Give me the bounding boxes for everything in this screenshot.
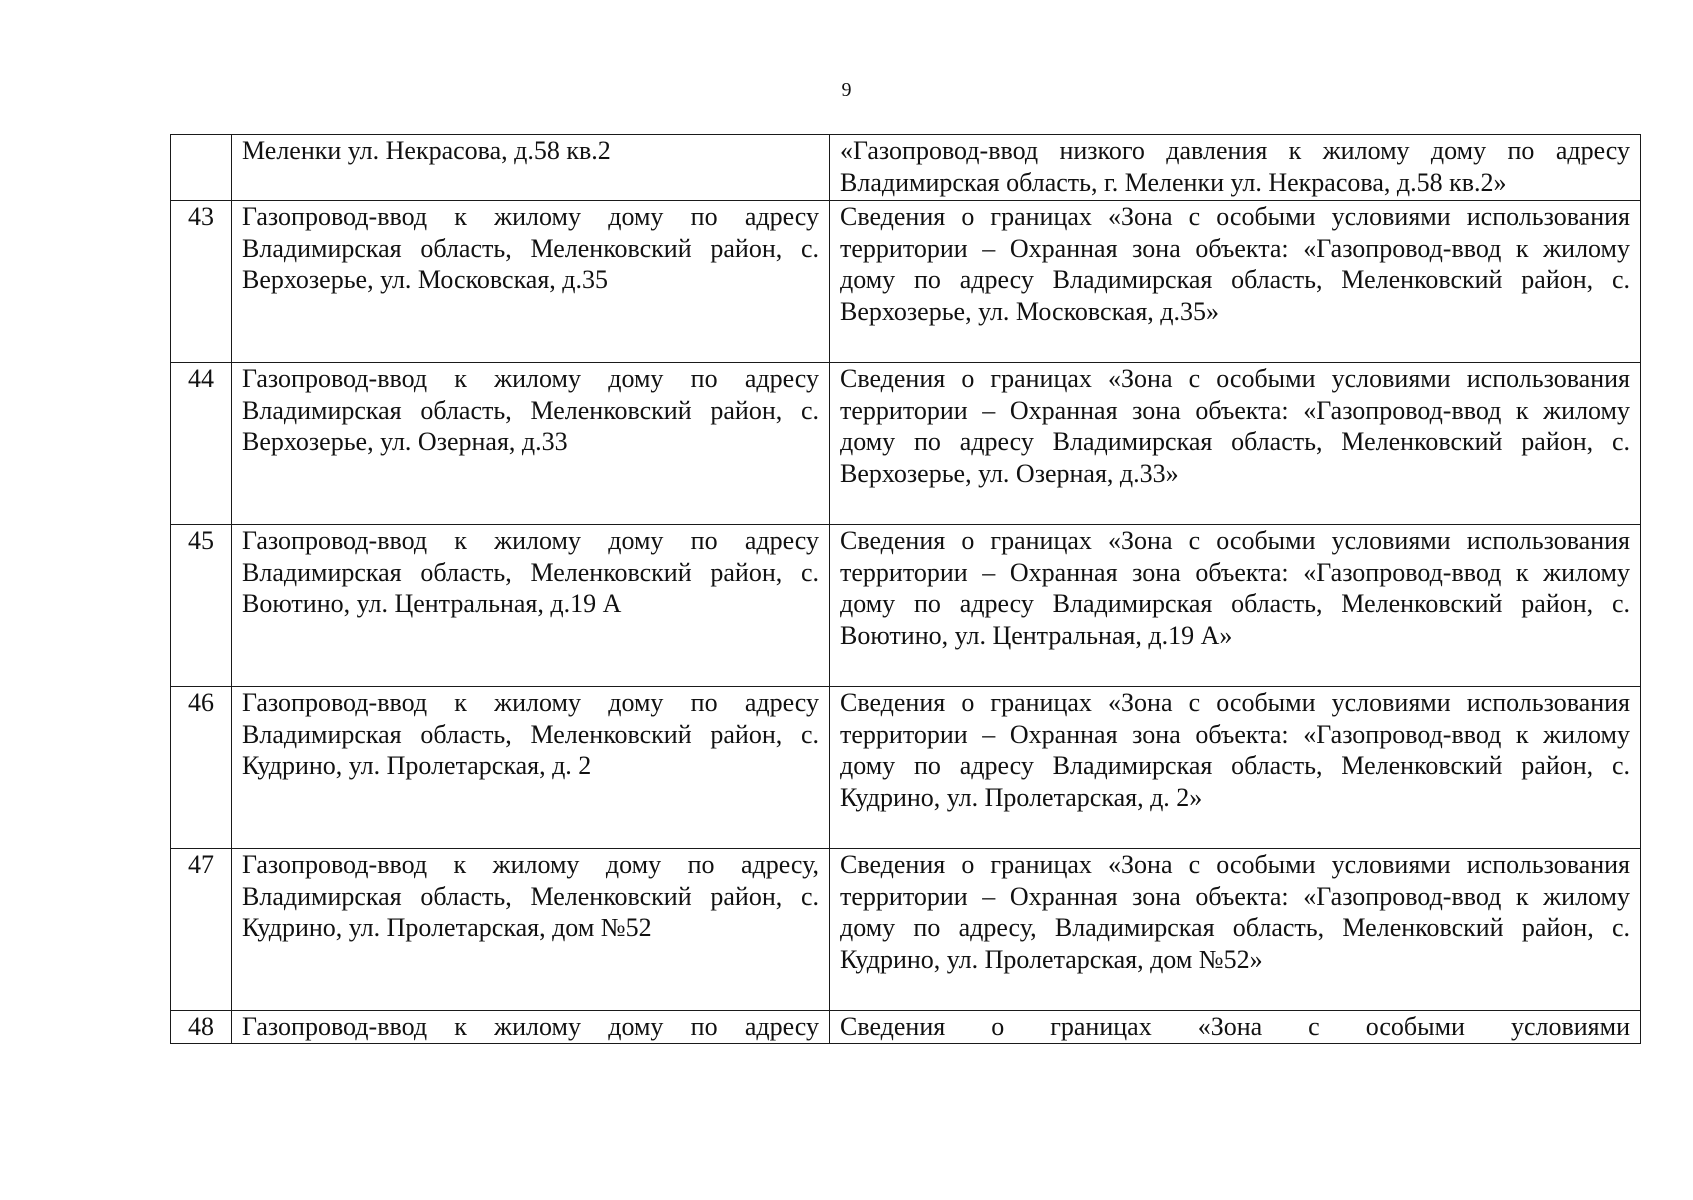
zone-info-cell: Сведения о границах «Зона с особыми условиями использования территории – Охранная зона объекта: «Газопровод-ввод к жилому дому по адресу Владимирская область, Меленковский район, с. Воютино, ул. Центральная, д.19 А» (830, 525, 1641, 687)
table-row (171, 201, 1641, 363)
object-name-cell: Газопровод-ввод к жилому дому по адресу Владимирская область, Меленковский район, с. Воютино, ул. Центральная, д.19 А (232, 525, 830, 687)
table-row (171, 1011, 1641, 1044)
zone-info-cell: Сведения о границах «Зона с особыми условиями использования территории – Охранная зона объекта: «Газопровод-ввод к жилому дому по адресу, Владимирская область, Меленковский район, с. Кудрино, ул. Пролетарская, дом №52» (830, 849, 1641, 1011)
object-name-cell: Газопровод-ввод к жилому дому по адресу, Владимирская область, Меленковский район, с. Кудрино, ул. Пролетарская, дом №52 (232, 849, 830, 1011)
row-number-cell: 47 (171, 849, 232, 1011)
object-name-cell: Меленки ул. Некрасова, д.58 кв.2 (232, 135, 830, 201)
zone-info-text: Сведения о границах «Зона с особыми условиями (840, 1012, 1630, 1041)
page-number: 9 (841, 79, 852, 101)
zone-info-cell: Сведения о границах «Зона с особыми условиями использования территории – Охранная зона объекта: «Газопровод-ввод к жилому дому по адресу Владимирская область, Меленковский район, с. Верхозерье, ул. Озерная, д.33» (830, 363, 1641, 525)
row-number-cell: 43 (171, 201, 232, 363)
table-row (171, 525, 1641, 687)
zone-info-cell: Сведения о границах «Зона с особыми условиями использования территории – Охранная зона объекта: «Газопровод-ввод к жилому дому по адресу Владимирская область, Меленковский район, с. Кудрино, ул. Пролетарская, д. 2» (830, 687, 1641, 849)
row-number-cell: 46 (171, 687, 232, 849)
object-name-cell (232, 1011, 830, 1044)
row-number-cell: 48 (171, 1011, 232, 1044)
object-name-cell: Газопровод-ввод к жилому дому по адресу Владимирская область, Меленковский район, с. Кудрино, ул. Пролетарская, д. 2 (232, 687, 830, 849)
table-row (171, 687, 1641, 849)
row-number-cell: 44 (171, 363, 232, 525)
object-name-cell: Газопровод-ввод к жилому дому по адресу Владимирская область, Меленковский район, с. Верхозерье, ул. Озерная, д.33 (232, 363, 830, 525)
table-row (171, 135, 1641, 201)
row-number-cell: 45 (171, 525, 232, 687)
table-row (171, 849, 1641, 1011)
zone-info-cell (830, 1011, 1641, 1044)
zone-info-cell: «Газопровод-ввод низкого давления к жилому дому по адресу Владимирская область, г. Меленки ул. Некрасова, д.58 кв.2» (830, 135, 1641, 201)
object-name-text: Газопровод-ввод к жилому дому по адресу (242, 1012, 819, 1041)
object-name-cell: Газопровод-ввод к жилому дому по адресу Владимирская область, Меленковский район, с. Верхозерье, ул. Московская, д.35 (232, 201, 830, 363)
table-row (171, 363, 1641, 525)
zone-info-cell: Сведения о границах «Зона с особыми условиями использования территории – Охранная зона объекта: «Газопровод-ввод к жилому дому по адресу Владимирская область, Меленковский район, с. Верхозерье, ул. Московская, д.35» (830, 201, 1641, 363)
register-table (170, 134, 1641, 1044)
row-number-cell (171, 135, 232, 201)
